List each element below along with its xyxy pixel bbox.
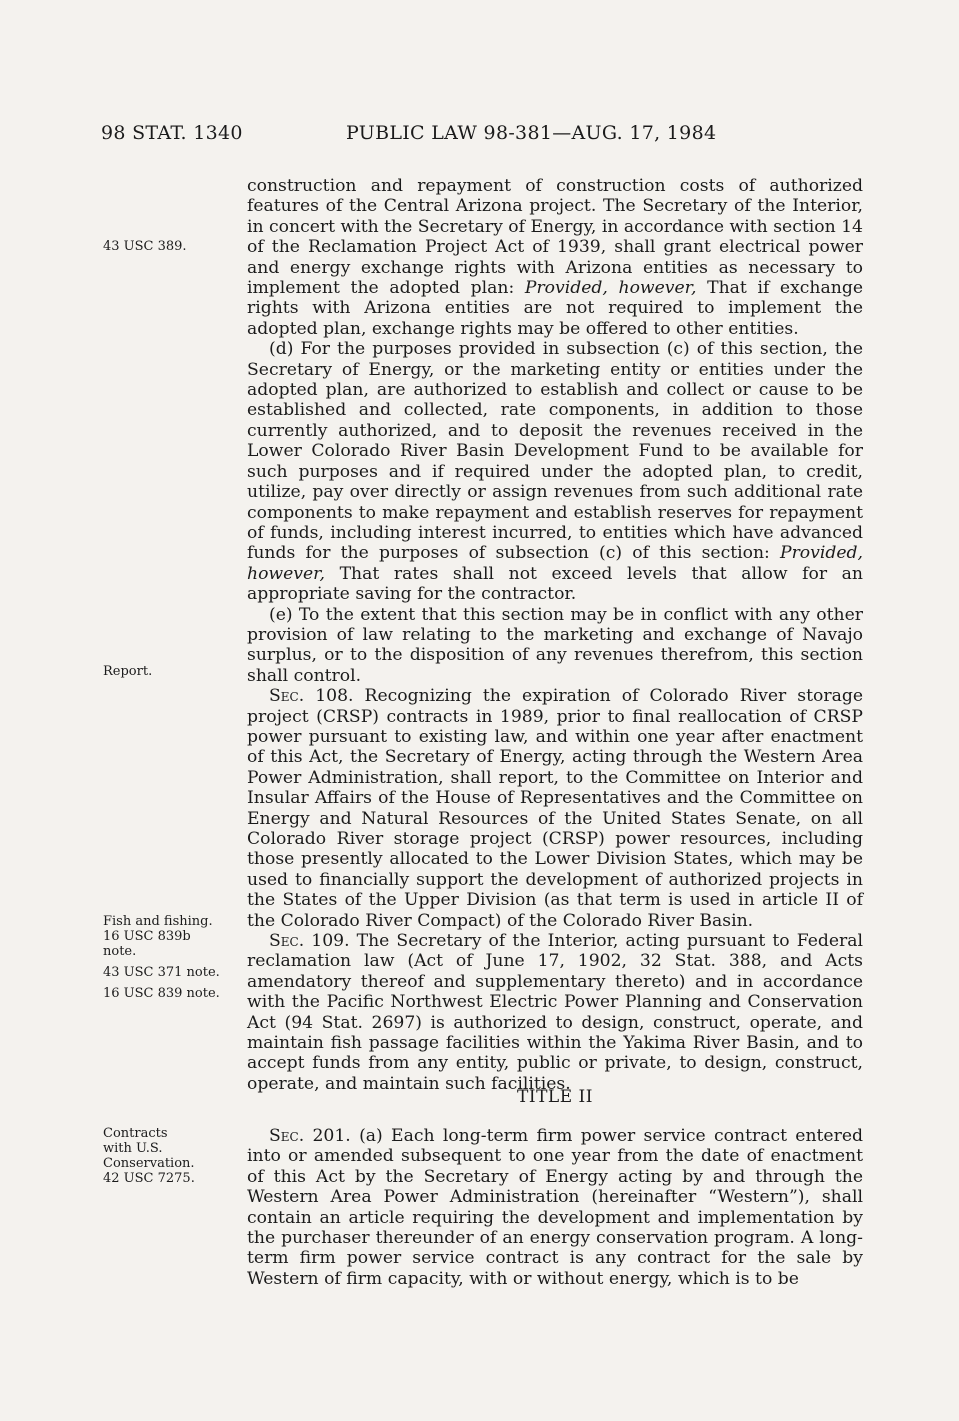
paragraph-e: (e) To the extent that this section may be in conflict with any other provision of law relating to the marketing and exchange of Navajo surplus, or to the disposition of any revenues therefrom, this section shall control. xyxy=(247,604,863,686)
stat-page-number: 98 STAT. 1340 xyxy=(101,122,243,144)
page-header xyxy=(101,122,873,150)
section-109: Sec. 109. The Secretary of the Interior, acting pursuant to Federal reclamation law (Act of June 17, 1902, 32 Stat. 388, and Acts amendatory thereof and supplementary thereto) and in accordance with the Pacific Northwest Electric Power Planning and Conservation Act (94 Stat. 2697) is authorized to design, construct, operate, and maintain fish passage facilities within the Yakima River Basin, and to accept funds from any entity, public or private, to design, construct, operate, and maintain such facilities. xyxy=(247,931,863,1094)
section-108: Sec. 108. Recognizing the expiration of Colorado River storage project (CRSP) contracts in 1989, prior to final reallocation of CRSP power pursuant to existing law, and within one year after enactment of this Act, the Secretary of Energy, acting through the Western Area Power Administration, shall report, to the Committee on Interior and Insular Affairs of the House of Representatives and the Committee on Energy and Natural Resources of the United States Senate, on all Colorado River storage project (CRSP) power resources, including those presently allocated to the Lower Division States, which may be used to financially support the development of authorized projects in the States of the Upper Division (as that term is used in article II of the Colorado River Compact) of the Colorado River Basin. xyxy=(247,686,863,931)
section-201-label: Sec. 201. xyxy=(269,1126,351,1146)
margin-note-usc-389: 43 USC 389. xyxy=(103,239,187,254)
margin-note-report: Report. xyxy=(103,664,153,679)
section-109-label: Sec. 109. xyxy=(269,931,350,952)
section-108-label: Sec. 108. xyxy=(269,686,354,707)
body-text-top xyxy=(247,176,863,1094)
title-ii-heading: TITLE II xyxy=(517,1087,593,1107)
law-title: PUBLIC LAW 98-381—AUG. 17, 1984 xyxy=(346,122,717,144)
margin-note-fish: Fish and fishing. 16 USC 839b note. 43 USC 371 note. 16 USC 839 note. xyxy=(103,914,220,1001)
body-text-bottom xyxy=(247,1126,863,1289)
paragraph-c-continued: construction and repayment of construction costs of authorized features of the Central Arizona project. The Secretary of the Interior, in concert with the Secretary of Energy, in accordance with section 14 of the Reclamation Project Act of 1939, shall grant electrical power and energy exchange rights with Arizona entities as necessary to implement the adopted plan: Provided, however, That if exchange rights with Arizona entities are not required to implement the adopted plan, exchange rights may be offered to other entities. xyxy=(247,176,863,339)
paragraph-d: (d) For the purposes provided in subsection (c) of this section, the Secretary of Energy, or the marketing entity or entities under the adopted plan, are authorized to establish and collect or cause to be established and collected, rate components, in addition to those currently authorized, and to deposit the revenues received in the Lower Colorado River Basin Development Fund to be available for such purposes and if required under the adopted plan, to credit, utilize, pay over directly or assign revenues from such additional rate components to make repayment and establish reserves for repayment of funds, including interest incurred, to entities which have advanced funds for the purposes of subsection (c) of this section: Provided, however, That rates shall not exceed levels that allow for an appropriate saving for the contractor. xyxy=(247,339,863,605)
section-201: Sec. 201. (a) Each long-term firm power service contract entered into or amended subsequent to one year from the date of enactment of this Act by the Secretary of Energy acting by and through the Western Area Power Administration (hereinafter “Western”), shall contain an article requiring the development and implementation by the purchaser thereunder of an energy conservation program. A long-term firm power service contract is any contract for the sale by Western of firm capacity, with or without energy, which is to be xyxy=(247,1126,863,1289)
margin-note-contracts: Contracts with U.S. Conservation. 42 USC 7275. xyxy=(103,1126,195,1186)
